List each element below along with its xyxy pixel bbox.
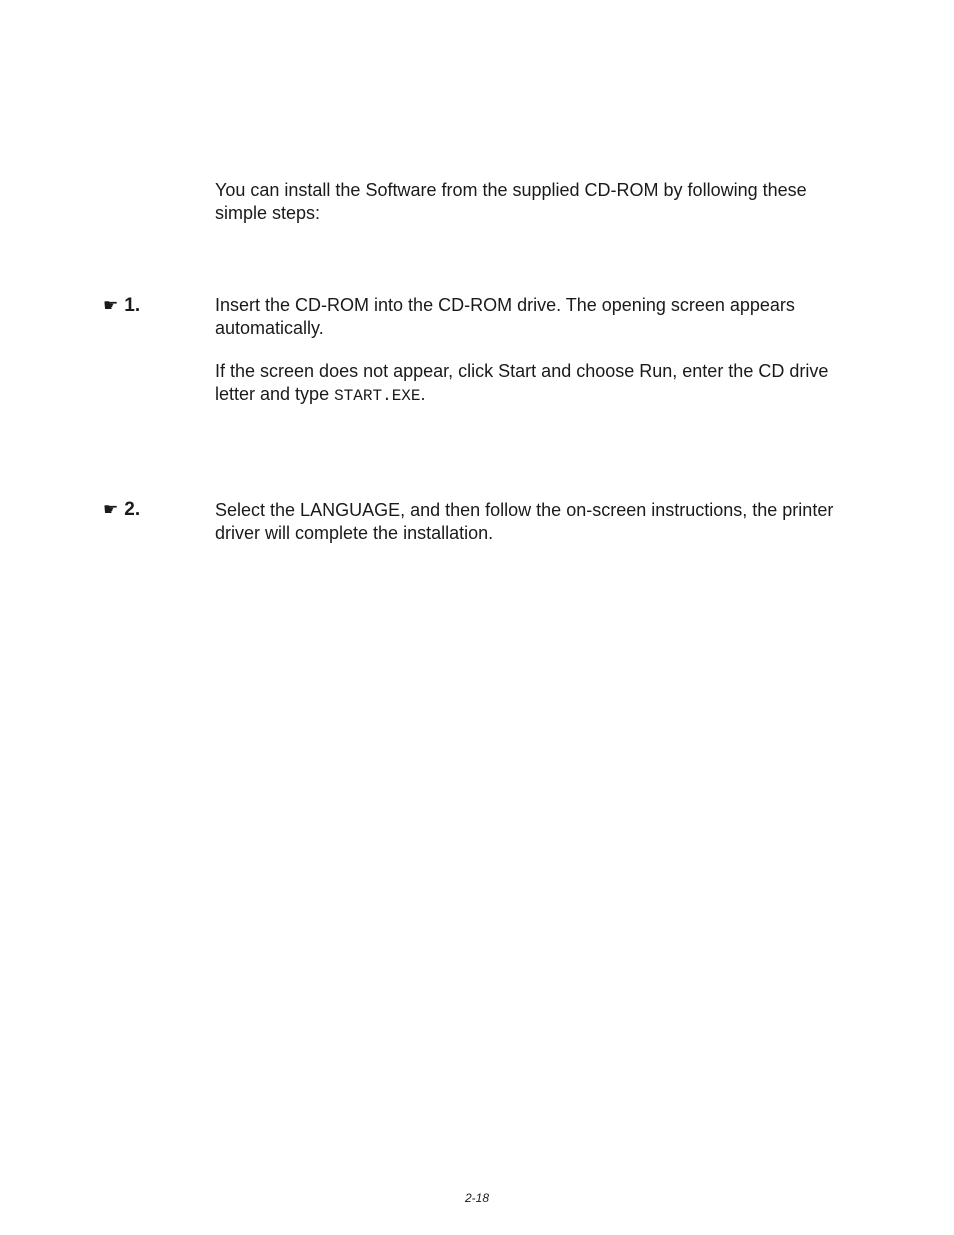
step-1-instruction: Insert the CD-ROM into the CD-ROM drive. The opening screen appears automatically. — [215, 295, 795, 338]
step-2-marker — [103, 498, 140, 522]
step-1-note-text: If the screen does not appear, click Start and choose Run, enter the CD drive letter and type — [215, 361, 829, 404]
step-1-note — [215, 360, 840, 408]
page-number: 2-18 — [464, 1191, 490, 1205]
intro-paragraph: You can install the Software from the supplied CD-ROM by following these simple steps: — [215, 180, 807, 223]
step-2-number: 2. — [124, 499, 141, 520]
step-1-marker — [103, 294, 140, 318]
pointing-hand-icon: ☛ — [103, 500, 119, 520]
step-2-instruction: Select the LANGUAGE, and then follow the on-screen instructions, the printer driver will complete the installation. — [215, 500, 834, 543]
step-1-number: 1. — [124, 295, 141, 316]
command-code: START.EXE — [334, 387, 421, 405]
pointing-hand-icon: ☛ — [103, 296, 119, 316]
step-1-note-end: . — [420, 384, 426, 404]
